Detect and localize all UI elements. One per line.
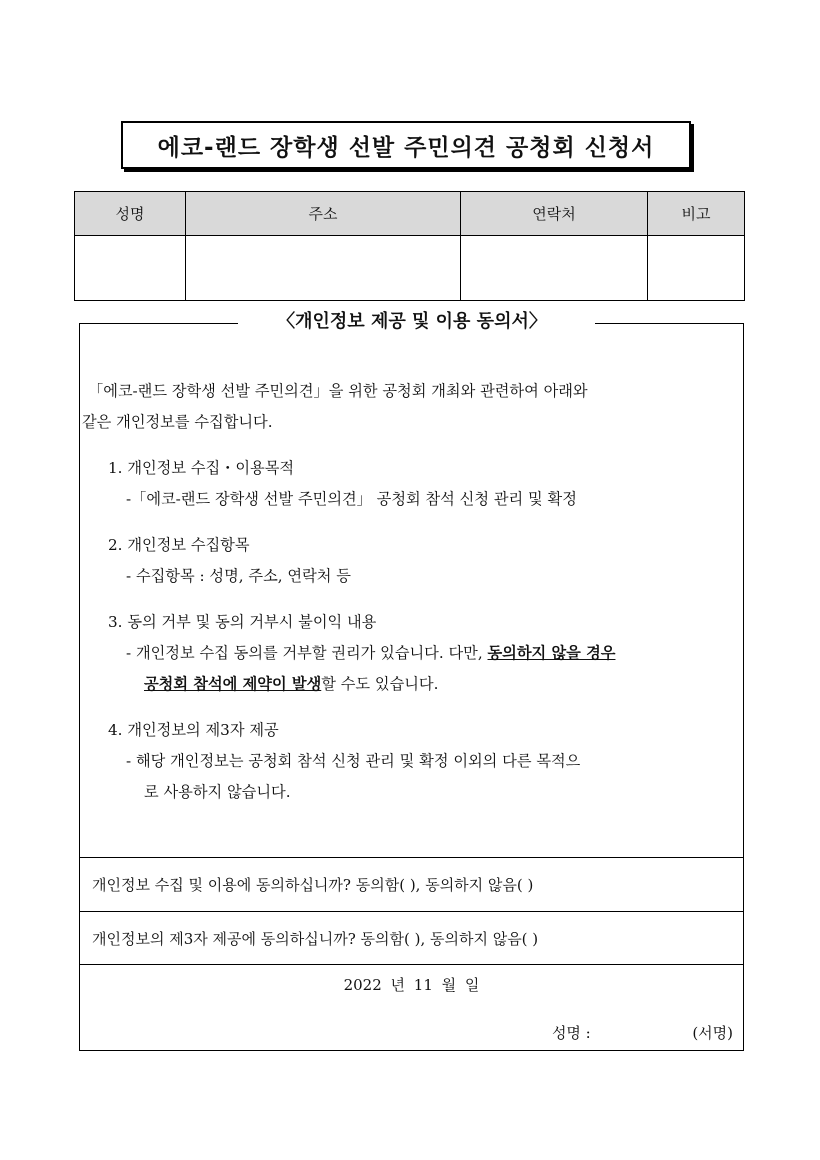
box-top-line-right [595, 323, 743, 324]
consent-question-third-party[interactable]: 개인정보의 제3자 제공에 동의하십니까? 동의함( ), 동의하지 않음( ) [92, 930, 539, 948]
section-2-title: 2. 개인정보 수집항목 [108, 536, 250, 554]
signature-line [552, 1022, 733, 1043]
header-contact: 연락처 [461, 192, 648, 236]
section-3-emphasis: 공청회 참석에 제약이 발생 [144, 675, 322, 693]
section-2-item: - 수집항목 : 성명, 주소, 연락처 등 [126, 567, 351, 585]
consent-body [82, 376, 736, 808]
name-cell[interactable] [75, 236, 186, 301]
divider [80, 857, 743, 858]
section-4-item: - 해당 개인정보는 공청회 참석 신청 관리 및 확정 이외의 다른 목적으 [126, 752, 581, 770]
table-row [75, 236, 745, 301]
applicant-table [74, 191, 745, 301]
date-line: 2022 년 11 월 일 [343, 976, 480, 994]
section-3-emphasis: 동의하지 않을 경우 [487, 644, 616, 662]
section-3-title: 3. 동의 거부 및 동의 거부시 불이익 내용 [108, 613, 377, 631]
section-4-title: 4. 개인정보의 제3자 제공 [108, 721, 279, 739]
signature-label: 성명 : [551, 1024, 591, 1042]
remarks-cell[interactable] [648, 236, 745, 301]
header-name: 성명 [75, 192, 186, 236]
box-top-line-left [80, 323, 238, 324]
header-remarks: 비고 [648, 192, 745, 236]
table-header-row [75, 192, 745, 236]
section-1-title: 1. 개인정보 수집・이용목적 [108, 459, 295, 477]
divider [80, 964, 743, 965]
contact-cell[interactable] [461, 236, 648, 301]
signature-seal: (서명) [692, 1024, 733, 1042]
divider [80, 911, 743, 912]
intro-line: 같은 개인정보를 수집합니다. [82, 413, 273, 431]
form-title: 에코-랜드 장학생 선발 주민의견 공청회 신청서 [121, 121, 691, 169]
section-3-text: 할 수도 있습니다. [321, 675, 439, 693]
consent-heading: 〈개인정보 제공 및 이용 동의서〉 [277, 311, 547, 332]
consent-question-collection[interactable]: 개인정보 수집 및 이용에 동의하십니까? 동의함( ), 동의하지 않음( ) [92, 876, 534, 894]
header-address: 주소 [186, 192, 461, 236]
section-3-item [82, 638, 736, 669]
address-cell[interactable] [186, 236, 461, 301]
section-3-text: - 개인정보 수집 동의를 거부할 권리가 있습니다. 다만, [126, 644, 488, 662]
section-1-item: -「에코-랜드 장학생 선발 주민의견」 공청회 참석 신청 관리 및 확정 [126, 490, 577, 508]
section-3-item-cont [82, 669, 736, 700]
section-4-item-cont: 로 사용하지 않습니다. [144, 783, 291, 801]
intro-line: 「에코-랜드 장학생 선발 주민의견」을 위한 공청회 개최와 관련하여 아래와 [88, 382, 588, 400]
